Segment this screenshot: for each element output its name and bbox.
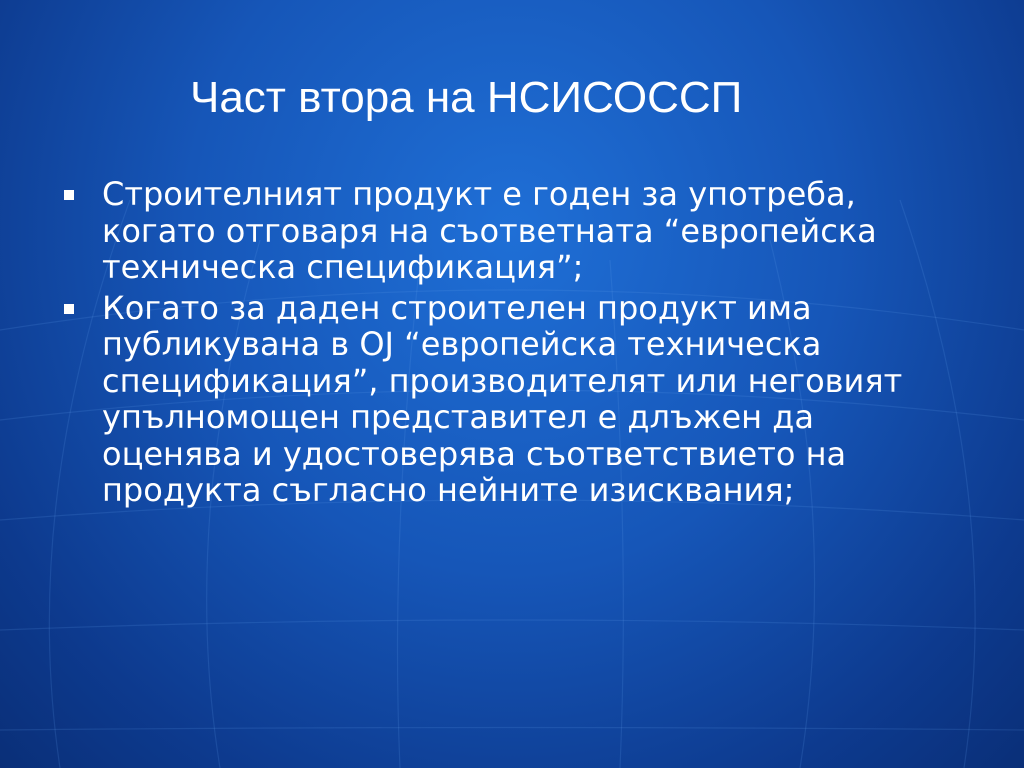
bullet-text: Когато за даден строителен продукт има публикувана в OJ “европейска техническа спецификация”, производителят или неговият упълномощен представител е длъжен да оценява и удостоверява съответствието на продукта съгласно нейните изисквания;	[102, 288, 903, 509]
bullet-item	[62, 176, 962, 286]
square-bullet-icon	[64, 304, 74, 314]
slide-title: Част втора на НСИСОССП	[190, 73, 743, 122]
square-bullet-icon	[64, 190, 74, 200]
bullet-text: Строителният продукт е годен за употреба, когато отговаря на съответната “европейска техническа спецификация”;	[102, 175, 877, 286]
bullet-item	[62, 290, 962, 509]
bullet-list	[62, 176, 962, 513]
